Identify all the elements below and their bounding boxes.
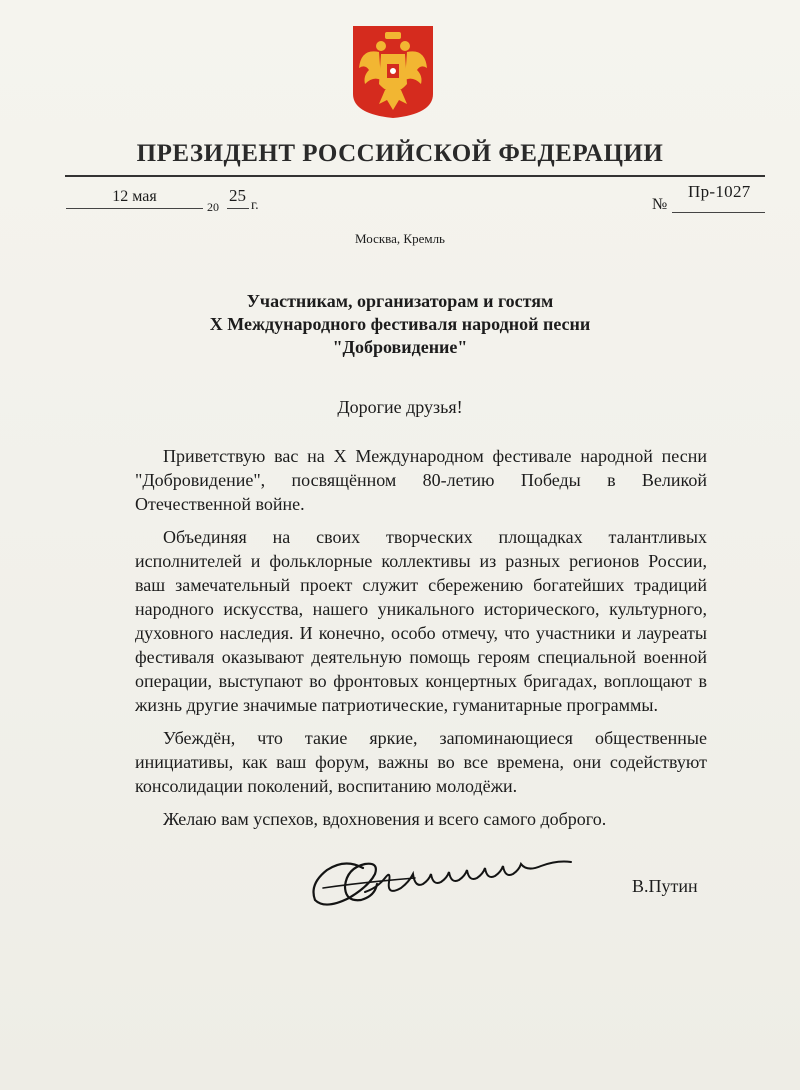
body-paragraph: Убеждён, что такие яркие, запоминающиеся общественные инициативы, как ваш форум, важны во все времена, они содействуют консолидации поколений, воспитанию молодёжи. [135, 728, 707, 796]
letter-body [135, 444, 707, 840]
addressee-line: X Международного фестиваля народной песни [209, 314, 591, 334]
signer-name: В.Путин [632, 876, 698, 896]
coat-of-arms-icon [351, 24, 435, 120]
year-suffix: г. [251, 198, 259, 213]
greeting: Дорогие друзья! [337, 397, 463, 417]
addressee-line: "Добровидение" [332, 337, 468, 357]
number-underline [672, 212, 765, 213]
document-year: 25 [229, 186, 246, 205]
header-title: ПРЕЗИДЕНТ РОССИЙСКОЙ ФЕДЕРАЦИИ [136, 140, 664, 167]
number-sign: № [652, 196, 668, 213]
body-paragraph: Желаю вам успехов, вдохновения и всего самого доброго. [163, 809, 607, 829]
body-paragraph: Приветствую вас на X Международном фестивале народной песни "Добровидение", посвящённом 80-летию Победы в Великой Отечественной войне. [135, 446, 707, 514]
document-date: 12 мая [112, 188, 157, 205]
addressee-block [0, 290, 800, 359]
document-number: Пр-1027 [688, 182, 751, 201]
header-divider [65, 175, 765, 177]
date-underline [66, 208, 203, 209]
handwritten-signature [305, 848, 580, 912]
document-place: Москва, Кремль [355, 231, 445, 246]
year-underline [227, 208, 249, 209]
body-paragraph: Объединяя на своих творческих площадках талантливых исполнителей и фольклорные коллективы из разных регионов России, ваш замечательный проект служит сбережению богатейших традиций народного искусства, нашего уникального исторического, культурного, духовного наследия. И конечно, особо отмечу, что участники и лауреаты фестиваля оказывают деятельную помощь героям специальной военной операции, выступают во фронтовых концертных бригадах, воплощают в жизнь другие значимые патриотические, гуманитарные программы. [135, 527, 707, 715]
addressee-line: Участникам, организаторам и гостям [246, 291, 554, 311]
year-prefix: 20 [207, 200, 219, 214]
